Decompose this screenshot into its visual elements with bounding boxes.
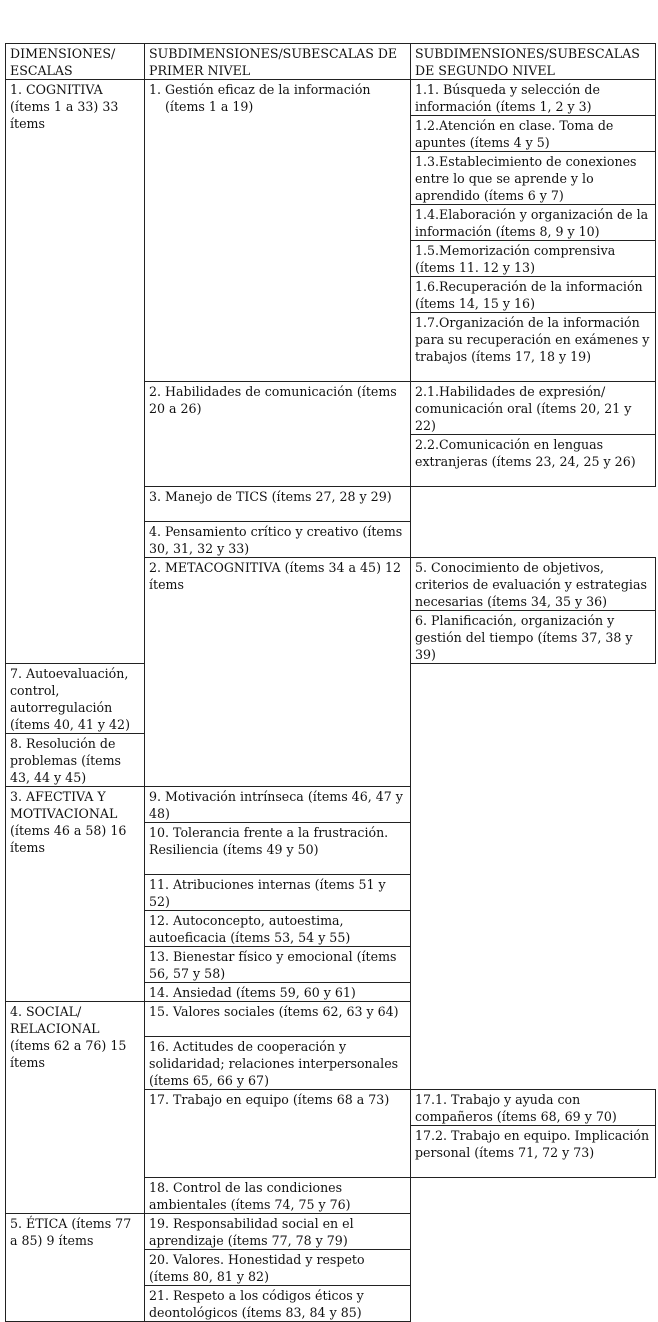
subscale-17: 17. Trabajo en equipo (ítems 68 a 73) xyxy=(145,1090,411,1178)
dimension-afectiva: 3. AFECTIVA Y MOTIVACIONAL (ítems 46 a 58) 16 ítems xyxy=(6,787,145,1002)
table-row xyxy=(6,1002,656,1037)
empty-cell xyxy=(411,947,656,983)
empty-cell xyxy=(411,1214,656,1250)
subscale-1-2: 1.2.Atención en clase. Toma de apuntes (ítems 4 y 5) xyxy=(411,116,656,152)
table-row xyxy=(6,787,656,823)
dimensions-table xyxy=(5,43,656,1322)
subscale-7: 7. Autoevaluación, control, autorregulación (ítems 40, 41 y 42) xyxy=(6,664,145,734)
subscale-3: 3. Manejo de TICS (ítems 27, 28 y 29) xyxy=(145,487,411,522)
empty-cell xyxy=(411,734,656,787)
subscale-2-2: 2.2.Comunicación en lenguas extranjeras (ítems 23, 24, 25 y 26) xyxy=(411,435,656,487)
empty-cell xyxy=(411,983,656,1002)
subscale-1-title: 1. Gestión eficaz de la información xyxy=(149,82,371,97)
subscale-2: 2. Habilidades de comunicación (ítems 20 a 26) xyxy=(145,382,411,487)
empty-cell xyxy=(411,823,656,875)
table-row xyxy=(6,80,656,116)
subscale-16: 16. Actitudes de cooperación y solidaridad; relaciones interpersonales (ítems 65, 66 y 67) xyxy=(145,1037,411,1090)
dimension-cognitiva: 1. COGNITIVA (ítems 1 a 33) 33 ítems xyxy=(6,80,145,664)
subscale-10: 10. Tolerancia frente a la frustración. Resiliencia (ítems 49 y 50) xyxy=(145,823,411,875)
subscale-18: 18. Control de las condiciones ambientales (ítems 74, 75 y 76) xyxy=(145,1178,411,1214)
header-first-level: SUBDIMENSIONES/SUBESCALAS DE PRIMER NIVEL xyxy=(145,44,411,80)
empty-cell xyxy=(411,522,656,558)
subscale-15: 15. Valores sociales (ítems 62, 63 y 64) xyxy=(145,1002,411,1037)
subscale-5: 5. Conocimiento de objetivos, criterios de evaluación y estrategias necesarias (ítems 34, 35 y 36) xyxy=(411,558,656,611)
empty-cell xyxy=(411,664,656,734)
subscale-1-1: 1.1. Búsqueda y selección de información (ítems 1, 2 y 3) xyxy=(411,80,656,116)
subscale-13: 13. Bienestar físico y emocional (ítems 56, 57 y 58) xyxy=(145,947,411,983)
subscale-4: 4. Pensamiento crítico y creativo (ítems 30, 31, 32 y 33) xyxy=(145,522,411,558)
empty-cell xyxy=(411,1037,656,1090)
dimension-etica: 5. ÉTICA (ítems 77 a 85) 9 ítems xyxy=(6,1214,145,1322)
empty-cell xyxy=(411,787,656,823)
empty-cell xyxy=(411,1286,656,1322)
subscale-21: 21. Respeto a los códigos éticos y deontológicos (ítems 83, 84 y 85) xyxy=(145,1286,411,1322)
empty-cell xyxy=(411,875,656,911)
subscale-17-1: 17.1. Trabajo y ayuda con compañeros (ítems 68, 69 y 70) xyxy=(411,1090,656,1126)
subscale-14: 14. Ansiedad (ítems 59, 60 y 61) xyxy=(145,983,411,1002)
subscale-1 xyxy=(145,80,411,382)
empty-cell xyxy=(411,911,656,947)
dimension-metacognitiva: 2. METACOGNITIVA (ítems 34 a 45) 12 ítems xyxy=(145,558,411,787)
subscale-2-1: 2.1.Habilidades de expresión/ comunicación oral (ítems 20, 21 y 22) xyxy=(411,382,656,435)
subscale-9: 9. Motivación intrínseca (ítems 46, 47 y 48) xyxy=(145,787,411,823)
subscale-20: 20. Valores. Honestidad y respeto (ítems 80, 81 y 82) xyxy=(145,1250,411,1286)
subscale-19: 19. Responsabilidad social en el aprendizaje (ítems 77, 78 y 79) xyxy=(145,1214,411,1250)
subscale-1-items: (ítems 1 a 19) xyxy=(165,99,254,114)
empty-cell xyxy=(411,1250,656,1286)
subscale-1-6: 1.6.Recuperación de la información (ítems 14, 15 y 16) xyxy=(411,277,656,313)
subscale-1-3: 1.3.Establecimiento de conexiones entre lo que se aprende y lo aprendido (ítems 6 y 7) xyxy=(411,152,656,205)
subscale-1-7: 1.7.Organización de la información para su recuperación en exámenes y trabajos (ítems 17, 18 y 19) xyxy=(411,313,656,382)
subscale-8: 8. Resolución de problemas (ítems 43, 44 y 45) xyxy=(6,734,145,787)
empty-cell xyxy=(411,487,656,522)
subscale-17-2: 17.2. Trabajo en equipo. Implicación personal (ítems 71, 72 y 73) xyxy=(411,1126,656,1178)
header-dimensions: DIMENSIONES/ ESCALAS xyxy=(6,44,145,80)
table-row xyxy=(6,1214,656,1250)
empty-cell xyxy=(411,1178,656,1214)
header-second-level: SUBDIMENSIONES/SUBESCALAS DE SEGUNDO NIVEL xyxy=(411,44,656,80)
subscale-1-5: 1.5.Memorización comprensiva (ítems 11. 12 y 13) xyxy=(411,241,656,277)
header-row xyxy=(6,44,656,80)
subscale-12: 12. Autoconcepto, autoestima, autoeficacia (ítems 53, 54 y 55) xyxy=(145,911,411,947)
subscale-6: 6. Planificación, organización y gestión del tiempo (ítems 37, 38 y 39) xyxy=(411,611,656,664)
subscale-1-4: 1.4.Elaboración y organización de la información (ítems 8, 9 y 10) xyxy=(411,205,656,241)
empty-cell xyxy=(411,1002,656,1037)
dimension-social: 4. SOCIAL/ RELACIONAL (ítems 62 a 76) 15 ítems xyxy=(6,1002,145,1214)
subscale-11: 11. Atribuciones internas (ítems 51 y 52) xyxy=(145,875,411,911)
